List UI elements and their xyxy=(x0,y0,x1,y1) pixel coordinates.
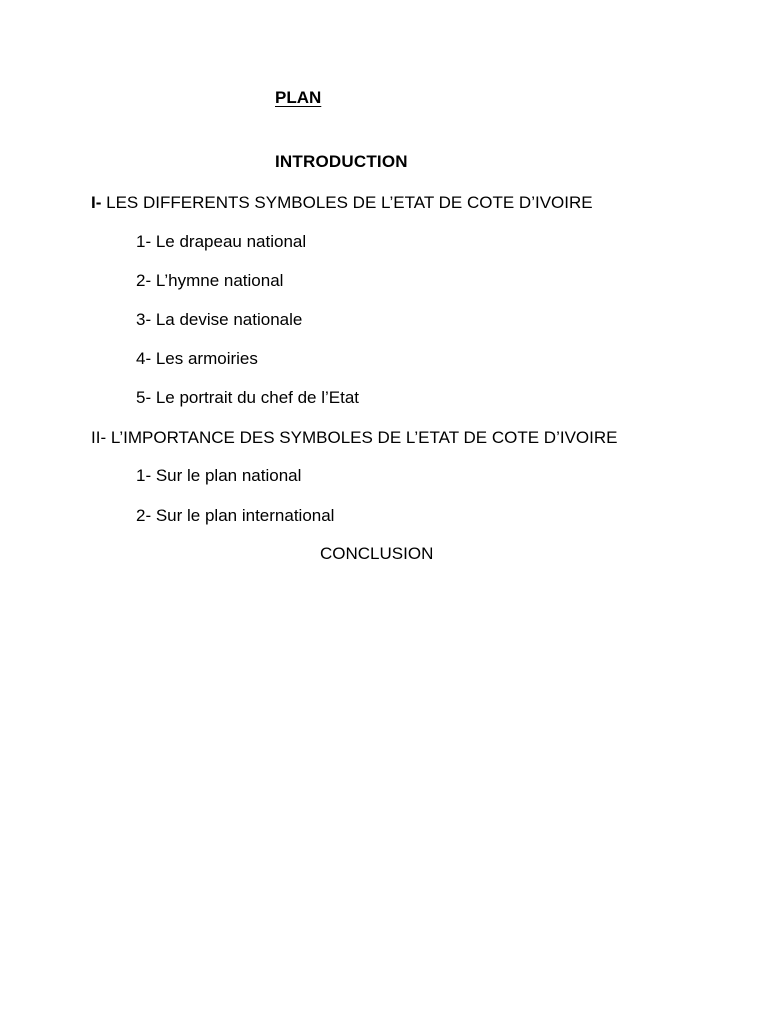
section-title-2: L’IMPORTANCE DES SYMBOLES DE L’ETAT DE COTE D’IVOIRE xyxy=(106,428,618,447)
section-number-1: I- xyxy=(91,193,102,212)
section-2-item-2: 2- Sur le plan international xyxy=(136,506,335,525)
section-1-item-4: 4- Les armoiries xyxy=(136,349,258,368)
introduction-heading: INTRODUCTION xyxy=(275,152,408,171)
section-1-item-5: 5- Le portrait du chef de l’Etat xyxy=(136,388,360,407)
conclusion-heading: CONCLUSION xyxy=(320,544,434,563)
section-heading-2 xyxy=(91,428,618,448)
section-title-1: LES DIFFERENTS SYMBOLES DE L’ETAT DE COTE D’IVOIRE xyxy=(101,193,593,212)
page-title: PLAN xyxy=(275,88,322,107)
section-number-2: II- xyxy=(91,428,107,447)
section-heading-1 xyxy=(91,193,593,213)
section-1-item-3: 3- La devise nationale xyxy=(136,310,303,329)
section-2-item-1: 1- Sur le plan national xyxy=(136,466,302,485)
section-1-item-1: 1- Le drapeau national xyxy=(136,232,307,251)
section-1-item-2: 2- L’hymne national xyxy=(136,271,284,290)
